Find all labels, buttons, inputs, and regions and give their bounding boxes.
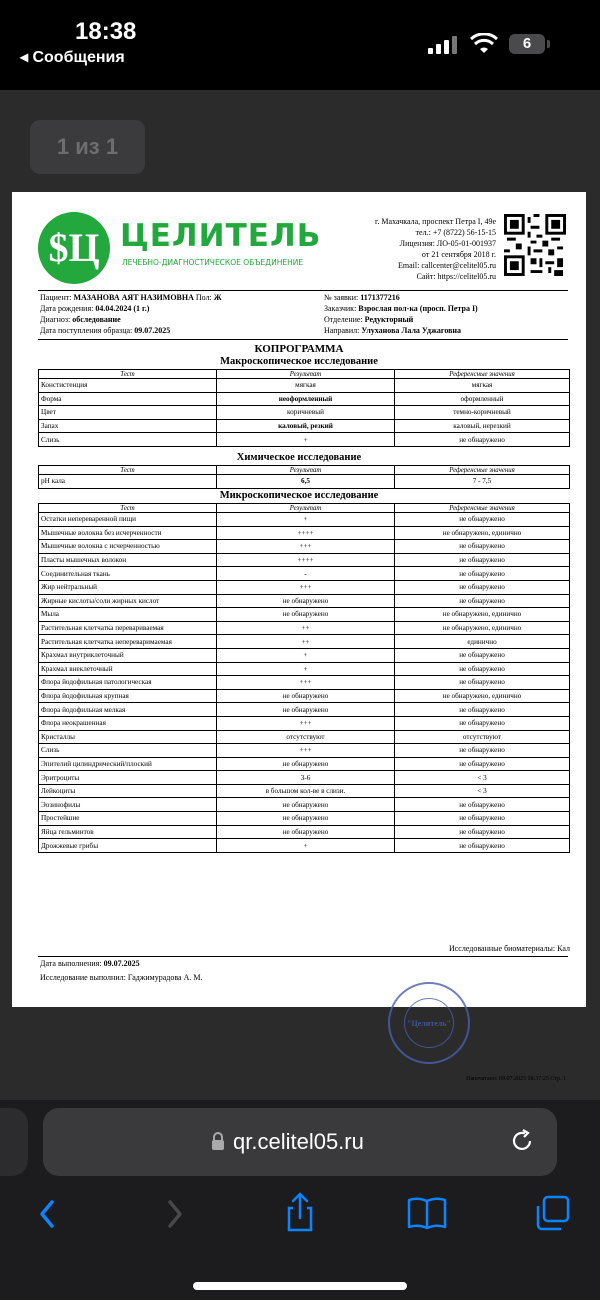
clinic-stamp-icon	[388, 982, 470, 1064]
wifi-icon	[470, 33, 498, 55]
chem-col-ref: Референсные значения	[395, 466, 570, 475]
micro-reference: не обнаружено	[395, 540, 570, 554]
clinic-name: ЦЕЛИТЕЛЬ	[120, 218, 322, 254]
macro-section-title: Макроскопическое исследование	[220, 356, 378, 367]
micro-result: +++	[217, 580, 395, 594]
stamp-text: "Целитель"	[404, 998, 454, 1048]
status-bar	[0, 0, 600, 90]
micro-test-name: Остатки непереваренной пищи	[39, 513, 217, 527]
micro-result: не обнаружено	[217, 703, 395, 717]
macro-row	[39, 433, 570, 447]
micro-row	[39, 825, 570, 839]
chem-test-name: pH кала	[39, 475, 217, 489]
micro-result: не обнаружено	[217, 798, 395, 812]
bookmarks-icon[interactable]	[402, 1188, 452, 1238]
macro-reference: оформленный	[395, 392, 570, 406]
chem-table	[38, 465, 570, 489]
micro-reference: не обнаружено	[395, 839, 570, 853]
micro-reference: отсутствуют	[395, 730, 570, 744]
footer-divider	[38, 956, 568, 957]
micro-reference: не обнаружено	[395, 757, 570, 771]
done-date-label: Дата выполнения:	[40, 959, 102, 968]
micro-result: не обнаружено	[217, 812, 395, 826]
micro-result: в большом кол-ве в слизи.	[217, 784, 395, 798]
micro-test-name: Мыла	[39, 608, 217, 622]
micro-test-name: Простейшие	[39, 812, 217, 826]
macro-test-name: Форма	[39, 392, 217, 406]
micro-test-name: Крахмал внутриклеточный	[39, 648, 217, 662]
micro-test-name: Эозинофилы	[39, 798, 217, 812]
micro-test-name: Флора неокрашенная	[39, 716, 217, 730]
macro-test-name: Цвет	[39, 406, 217, 420]
micro-reference: единично	[395, 635, 570, 649]
micro-result: не обнаружено	[217, 608, 395, 622]
micro-result: +	[217, 648, 395, 662]
micro-row	[39, 540, 570, 554]
macro-reference: мягкая	[395, 379, 570, 393]
arrival-date-label: Дата поступления образца:	[40, 326, 133, 335]
micro-test-name: Мышечные волокна без исчерченности	[39, 526, 217, 540]
micro-test-name: Кристаллы	[39, 730, 217, 744]
chem-row	[39, 475, 570, 489]
macro-col-test: Тест	[39, 370, 217, 379]
micro-reference: не обнаружено	[395, 553, 570, 567]
micro-reference: не обнаружено	[395, 513, 570, 527]
micro-result: +++	[217, 676, 395, 690]
contact-phone: тел.: +7 (8722) 56-15-15	[415, 228, 496, 237]
micro-reference: не обнаружено, единично	[395, 621, 570, 635]
micro-reference: не обнаружено	[395, 594, 570, 608]
micro-reference: не обнаружено	[395, 716, 570, 730]
department-label: Отделение:	[324, 315, 363, 324]
patient-sex: Ж	[213, 293, 222, 302]
micro-row	[39, 757, 570, 771]
macro-reference: темно-коричневый	[395, 406, 570, 420]
micro-row	[39, 703, 570, 717]
patient-name: МАЗАНОВА АЯТ НАЗИМОВНА	[73, 293, 194, 302]
chem-section-title: Химическое исследование	[236, 452, 362, 463]
department-line	[324, 315, 413, 324]
micro-row	[39, 594, 570, 608]
micro-result: +	[217, 513, 395, 527]
chem-col-test: Тест	[39, 466, 217, 475]
micro-test-name: Жирные кислоты/соли жирных кислот	[39, 594, 217, 608]
macro-reference: каловый, нерезкий	[395, 419, 570, 433]
patient-name-label: Пациент:	[40, 293, 72, 302]
micro-result: +	[217, 662, 395, 676]
reload-icon[interactable]	[509, 1128, 535, 1154]
micro-test-name: Пласты мышечных волокон	[39, 553, 217, 567]
micro-test-name: Лейкоциты	[39, 784, 217, 798]
battery-tip	[547, 40, 550, 48]
micro-result: +	[217, 839, 395, 853]
macro-test-name: Слизь	[39, 433, 217, 447]
micro-row	[39, 839, 570, 853]
contact-site: Сайт: https://celitel05.ru	[416, 272, 496, 281]
contact-license-date: от 21 сентября 2018 г.	[421, 250, 496, 259]
micro-reference: не обнаружено	[395, 648, 570, 662]
home-indicator	[193, 1282, 407, 1290]
customer-label: Заказчик:	[324, 304, 357, 313]
micro-col-result: Результат	[217, 504, 395, 513]
order-number: 1171377216	[360, 293, 400, 302]
back-chevron-icon[interactable]	[22, 1188, 72, 1238]
micro-result: ++++	[217, 526, 395, 540]
patient-sex-label: Пол:	[195, 293, 212, 302]
share-icon[interactable]	[275, 1188, 325, 1238]
micro-test-name: Флора йодофильная мелкая	[39, 703, 217, 717]
micro-reference: не обнаружено	[395, 744, 570, 758]
micro-reference: не обнаружено	[395, 662, 570, 676]
macro-result: коричневый	[217, 406, 395, 420]
micro-row	[39, 648, 570, 662]
macro-result: неоформленный	[217, 392, 395, 406]
macro-reference: не обнаружено	[395, 433, 570, 447]
back-to-messages-link[interactable]: ◂ Сообщения	[20, 49, 125, 66]
micro-result: +++	[217, 744, 395, 758]
micro-result: 3-6	[217, 771, 395, 785]
micro-row	[39, 580, 570, 594]
micro-reference: не обнаружено, единично	[395, 689, 570, 703]
micro-section-title: Микроскопическое исследование	[219, 490, 379, 501]
micro-test-name: Мышечные волокна с исчерченностью	[39, 540, 217, 554]
micro-test-name: Эритроциты	[39, 771, 217, 785]
clinic-contacts	[375, 216, 496, 282]
micro-reference: не обнаружено	[395, 825, 570, 839]
micro-result: не обнаружено	[217, 825, 395, 839]
lab-report-page	[12, 192, 586, 1082]
diagnosis-label: Диагноз:	[40, 315, 71, 324]
micro-test-name: Растительная клетчатка перевариваемая	[39, 621, 217, 635]
patient-dob: 04.04.2024 (1 г.)	[95, 304, 150, 313]
micro-reference: не обнаружено	[395, 580, 570, 594]
chem-col-result: Результат	[217, 466, 395, 475]
micro-reference: не обнаружено	[395, 812, 570, 826]
referrer: Улуханова Лала Уджаговна	[361, 326, 462, 335]
tabs-icon[interactable]	[528, 1188, 578, 1238]
micro-row	[39, 784, 570, 798]
micro-row	[39, 608, 570, 622]
micro-reference: < 3	[395, 771, 570, 785]
celitel-logo-icon: $Ц	[38, 212, 110, 284]
micro-result: ++	[217, 621, 395, 635]
micro-row	[39, 812, 570, 826]
micro-result: отсутствуют	[217, 730, 395, 744]
macro-result: +	[217, 433, 395, 447]
micro-reference: не обнаружено, единично	[395, 608, 570, 622]
department: Редукторный	[364, 315, 414, 324]
micro-row	[39, 553, 570, 567]
micro-reference: не обнаружено	[395, 703, 570, 717]
macro-test-name: Запах	[39, 419, 217, 433]
diagnosis: обследование	[72, 315, 121, 324]
micro-row	[39, 662, 570, 676]
order-label: № заявки:	[324, 293, 359, 302]
macro-row	[39, 419, 570, 433]
previous-tab-preview[interactable]	[0, 1108, 28, 1176]
qr-code-icon	[504, 214, 566, 276]
battery-indicator: 6	[509, 34, 545, 54]
micro-reference: не обнаружено	[395, 798, 570, 812]
patient-dob-label: Дата рождения:	[40, 304, 94, 313]
header-divider	[38, 290, 568, 291]
micro-result: не обнаружено	[217, 689, 395, 703]
micro-test-name: Соединительная ткань	[39, 567, 217, 581]
micro-result: +++	[217, 716, 395, 730]
done-date-line	[40, 959, 140, 968]
browser-toolbar	[0, 1188, 600, 1248]
micro-row	[39, 771, 570, 785]
printed-footer: Напечатано: 09.07.2025 18:37:25 Стр. 1	[466, 1076, 566, 1082]
referrer-line	[324, 326, 461, 335]
lock-icon	[211, 1132, 225, 1150]
macro-row	[39, 406, 570, 420]
chem-result: 6,5	[217, 475, 395, 489]
order-line	[324, 293, 400, 302]
macro-result: каловый, резкий	[217, 419, 395, 433]
micro-row	[39, 526, 570, 540]
micro-reference: не обнаружено	[395, 676, 570, 690]
cellular-signal-icon	[428, 36, 460, 54]
micro-result: +++	[217, 540, 395, 554]
clinic-subtitle: ЛЕЧЕБНО-ДИАГНОСТИЧЕСКОЕ ОБЪЕДИНЕНИЕ	[122, 258, 304, 267]
micro-test-name: Эпителий цилиндрический/плоский	[39, 757, 217, 771]
micro-col-ref: Референсные значения	[395, 504, 570, 513]
forward-chevron-icon[interactable]	[150, 1188, 200, 1238]
micro-row	[39, 513, 570, 527]
micro-test-name: Растительная клетчатка непереваримаемая	[39, 635, 217, 649]
micro-row	[39, 567, 570, 581]
micro-col-test: Тест	[39, 504, 217, 513]
micro-reference: < 3	[395, 784, 570, 798]
macro-result: мягкая	[217, 379, 395, 393]
status-time: 18:38	[75, 18, 137, 45]
micro-row	[39, 730, 570, 744]
micro-test-name: Флора йодофильная патологическая	[39, 676, 217, 690]
arrival-date-line	[40, 326, 170, 335]
patient-name-line	[40, 293, 222, 302]
patient-dob-line	[40, 304, 149, 313]
micro-result: -	[217, 567, 395, 581]
macro-row	[39, 379, 570, 393]
biomaterial-note: Исследованные биоматериалы: Кал	[448, 944, 570, 953]
info-divider	[38, 339, 568, 340]
macro-test-name: Констистенция	[39, 379, 217, 393]
performer: Исследование выполнил: Гаджимурадова А. М.	[40, 973, 203, 982]
micro-row	[39, 798, 570, 812]
micro-result: не обнаружено	[217, 757, 395, 771]
micro-row	[39, 689, 570, 703]
page-counter: 1 из 1	[30, 120, 145, 174]
customer: Взрослая пол-ка (просп. Петра I)	[358, 304, 478, 313]
micro-row	[39, 621, 570, 635]
report-title: КОПРОГРАММА	[254, 343, 344, 355]
micro-result: ++	[217, 635, 395, 649]
diagnosis-line	[40, 315, 121, 324]
micro-row	[39, 744, 570, 758]
chem-reference: 7 - 7,5	[395, 475, 570, 489]
macro-col-result: Результат	[217, 370, 395, 379]
micro-result: не обнаружено	[217, 594, 395, 608]
customer-line	[324, 304, 478, 313]
macro-col-ref: Референсные значения	[395, 370, 570, 379]
browser-bottom-bar	[0, 1100, 600, 1300]
micro-test-name: Слизь	[39, 744, 217, 758]
done-date: 09.07.2025	[103, 959, 140, 968]
micro-row	[39, 635, 570, 649]
micro-test-name: Флора йодофильная крупная	[39, 689, 217, 703]
contact-license: Лицензия: ЛО-05-01-001937	[399, 239, 496, 248]
address-bar[interactable]	[43, 1108, 557, 1176]
micro-row	[39, 716, 570, 730]
macro-row	[39, 392, 570, 406]
micro-row	[39, 676, 570, 690]
micro-reference: не обнаружено	[395, 567, 570, 581]
micro-reference: не обнаружено, единично	[395, 526, 570, 540]
micro-test-name: Яйца гельминтов	[39, 825, 217, 839]
contact-address: г. Махачкала, проспект Петра I, 49е	[375, 217, 496, 226]
contact-email: Email: callcenter@celitel05.ru	[398, 261, 496, 270]
micro-test-name: Крахмал внеклеточный	[39, 662, 217, 676]
arrival-date: 09.07.2025	[134, 326, 171, 335]
url-text: qr.celitel05.ru	[233, 1129, 364, 1154]
document-viewer[interactable]	[0, 90, 600, 1100]
micro-result: ++++	[217, 553, 395, 567]
micro-test-name: Дрожжевые грибы	[39, 839, 217, 853]
micro-table	[38, 503, 570, 853]
micro-test-name: Жир нейтральный	[39, 580, 217, 594]
referrer-label: Направил:	[324, 326, 360, 335]
macro-table	[38, 369, 570, 447]
